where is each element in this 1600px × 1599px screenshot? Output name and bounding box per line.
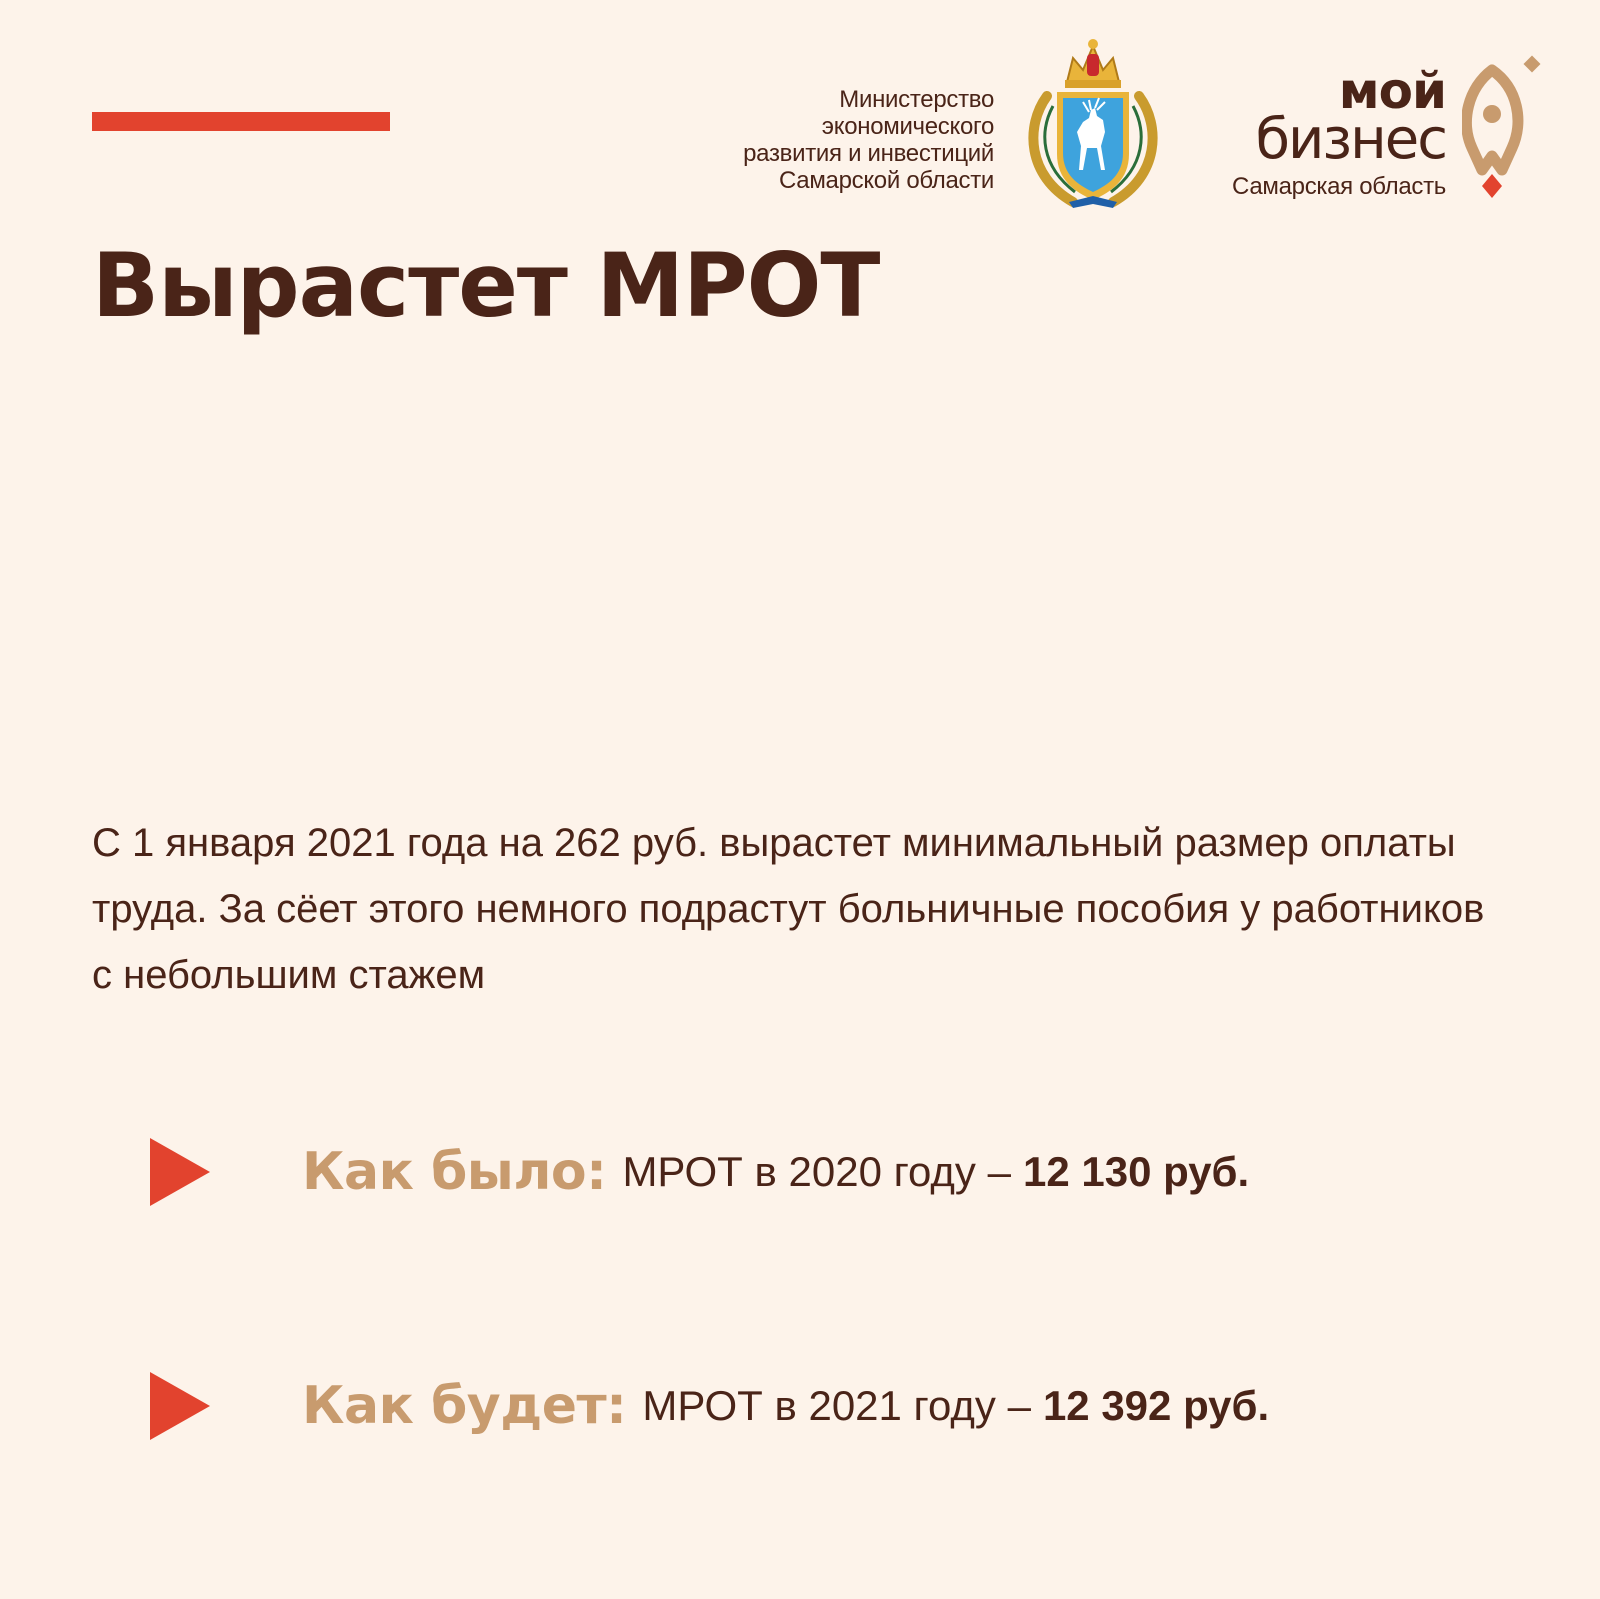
play-arrow-icon <box>150 1372 210 1440</box>
ministry-line: Министерство <box>839 86 994 113</box>
accent-bar <box>92 112 390 131</box>
comparison-text: МРОТ в 2020 году – <box>622 1148 1011 1195</box>
coat-of-arms-icon <box>1017 36 1169 212</box>
play-arrow-icon <box>150 1138 210 1206</box>
rocket-pin-icon <box>1462 52 1550 202</box>
brand-region: Самарская область <box>1232 173 1446 200</box>
comparison-text: МРОТ в 2021 году – <box>642 1382 1031 1429</box>
ministry-line: экономического <box>821 113 994 140</box>
ministry-line: развития и инвестиций <box>743 140 994 167</box>
ministry-line: Самарской области <box>778 167 994 194</box>
comparison-amount: 12 130 руб. <box>1022 1148 1250 1195</box>
brand-line-bottom: бизнес <box>1255 107 1446 172</box>
moy-biznes-logo <box>1216 62 1446 202</box>
comparison-label: Как будет: <box>302 1376 627 1436</box>
comparison-label: Как было: <box>302 1142 607 1202</box>
description-paragraph: С 1 января 2021 года на 262 руб. вырастет минимальный размер оплаты труда. За сёет этого немного подрастут больничные пособия у работников с небольшим стажем <box>92 821 1485 997</box>
page-title: Вырастет МРОТ <box>92 234 880 337</box>
comparison-row-before <box>150 1132 1249 1212</box>
comparison-row-after <box>150 1366 1269 1446</box>
brand-line-top: мой <box>1338 62 1446 120</box>
ministry-name <box>743 86 994 194</box>
comparison-amount: 12 392 руб. <box>1042 1382 1270 1429</box>
